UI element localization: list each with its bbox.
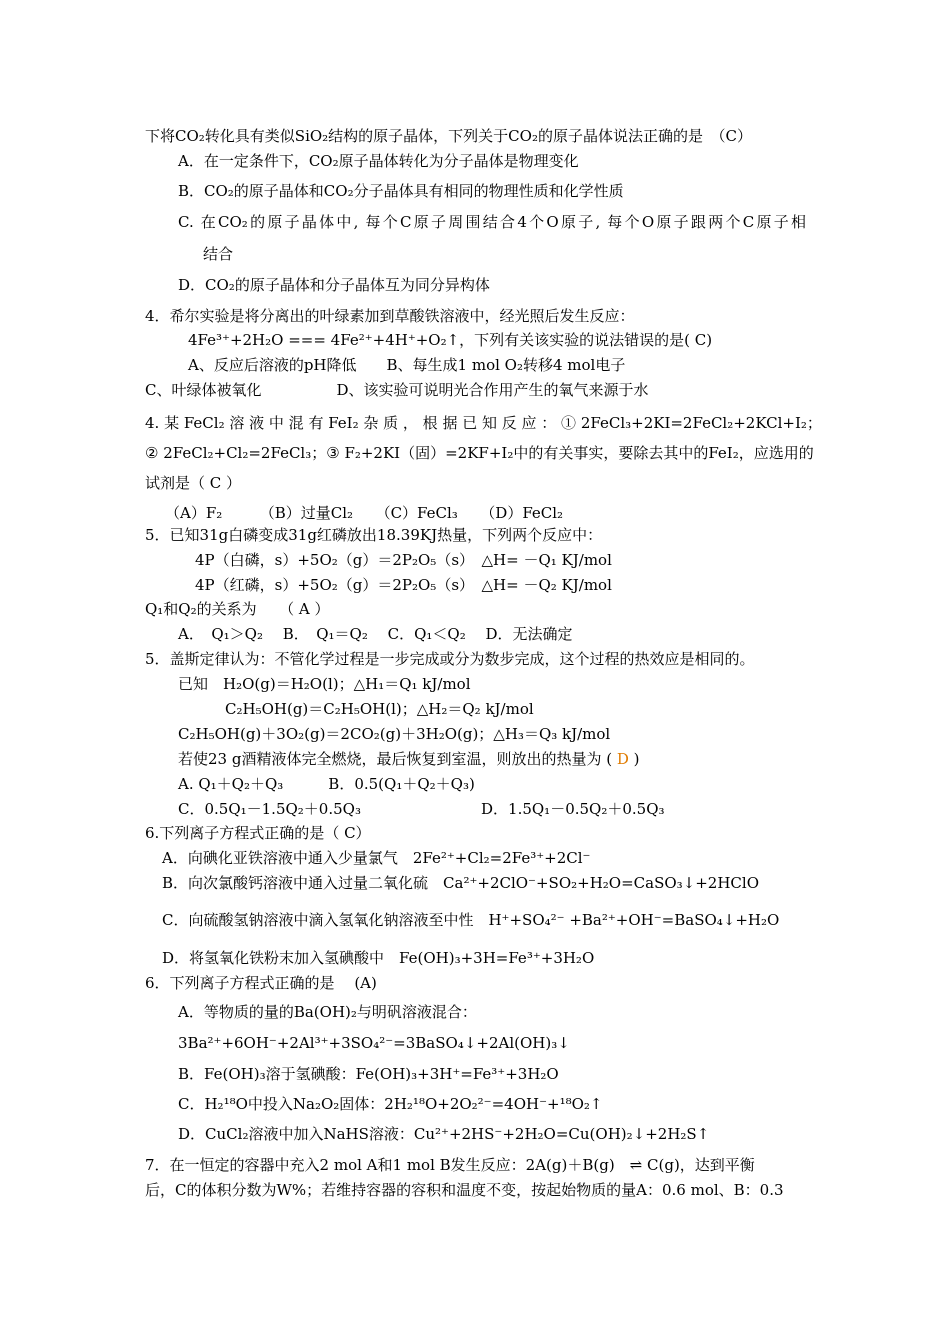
question-stem: 5．盖斯定律认为：不管化学过程是一步完成或分为数步完成，这个过程的热效应是相同的。 [145, 650, 755, 668]
equation-line: 4Fe³⁺+2H₂O === 4Fe²⁺+4H⁺+O₂↑，下列有关该实验的说法错误的是( C) [188, 331, 713, 349]
option-c: C．H₂¹⁸O中投入Na₂O₂固体：2H₂¹⁸O+2O₂²⁻=4OH⁻+¹⁸O₂↑ [178, 1095, 603, 1113]
option-d: D．1.5Q₁－0.5Q₂＋0.5Q₃ [481, 800, 665, 818]
question-stem-continued: 后，C的体积分数为W%；若维持容器的容积和温度不变，按起始物质的量A：0.6 mol、B：0.3 [145, 1181, 784, 1199]
option-b: B．向次氯酸钙溶液中通入过量二氧化硫 Ca²⁺+2ClO⁻+SO₂+H₂O=CaSO₃↓+2HClO [162, 874, 759, 892]
question-stem: 4．希尔实验是将分离出的叶绿素加到草酸铁溶液中，经光照后发生反应： [145, 307, 635, 325]
question-stem-continued: 试剂是（ C ） [145, 474, 242, 492]
equation-line: 已知 H₂O(g)＝H₂O(l)；△H₁＝Q₁ kJ/mol [178, 675, 471, 693]
question-stem-continued: ② 2FeCl₂+Cl₂=2FeCl₃；③ F₂+2KI（固）=2KF+I₂中的有关事实，要除去其中的FeI₂，应选用的 [145, 444, 814, 462]
option-c: C. 在CO₂的原子晶体中, 每个C原子周围结合4个O原子, 每个O原子跟两个C原子相 [178, 213, 806, 231]
question-stem: 6．下列离子方程式正确的是 (A) [145, 974, 377, 992]
equation-line: C₂H₅OH(g)＝C₂H₅OH(l)；△H₂＝Q₂ kJ/mol [225, 700, 534, 718]
question-stem: 5．已知31g白磷变成31g红磷放出18.39KJ热量，下列两个反应中： [145, 526, 603, 544]
question-stem: 下将CO₂转化具有类似SiO₂结构的原子晶体，下列关于CO₂的原子晶体说法正确的是 （C） [145, 127, 752, 145]
question-stem-continued: Q₁和Q₂的关系为 （ A ） [145, 600, 330, 618]
option-d: D．将氢氧化铁粉末加入氢碘酸中 Fe(OH)₃+3H=Fe³⁺+3H₂O [162, 949, 595, 967]
question-text: 若使23 g酒精液体完全燃烧，最后恢复到室温，则放出的热量为 ( [178, 750, 617, 768]
option-line: （A）F₂ （B）过量Cl₂ （C）FeCl₃ （D）FeCl₂ [165, 504, 564, 522]
question-text: ) [628, 750, 640, 768]
option-d: D．CO₂的原子晶体和分子晶体互为同分异构体 [178, 276, 490, 294]
equation-line: 4P（白磷，s）+5O₂（g）＝2P₂O₅（s） △H= －Q₁ KJ/mol [195, 551, 612, 569]
question-stem-continued [178, 749, 640, 769]
option-a: A．在一定条件下，CO₂原子晶体转化为分子晶体是物理变化 [178, 152, 579, 170]
option-a: A．向碘化亚铁溶液中通入少量氯气 2Fe²⁺+Cl₂=2Fe³⁺+2Cl⁻ [162, 849, 591, 867]
option-b: B．CO₂的原子晶体和CO₂分子晶体具有相同的物理性质和化学性质 [178, 182, 624, 200]
option-line: A． Q₁＞Q₂ B． Q₁＝Q₂ C．Q₁＜Q₂ D．无法确定 [178, 625, 573, 643]
option-c: C．0.5Q₁－1.5Q₂＋0.5Q₃ [178, 800, 361, 818]
option-line: C、叶绿体被氧化 D、该实验可说明光合作用产生的氧气来源于水 [145, 381, 649, 399]
equation-line: 4P（红磷，s）+5O₂（g）＝2P₂O₅（s） △H= －Q₂ KJ/mol [195, 576, 612, 594]
option-line: A、反应后溶液的pH降低 B、每生成1 mol O₂转移4 mol电子 [188, 356, 626, 374]
question-stem: 7．在一恒定的容器中充入2 mol A和1 mol B发生反应：2A(g)＋B(g) ⇌ C(g)，达到平衡 [145, 1156, 755, 1174]
option-line: A. Q₁＋Q₂＋Q₃ B．0.5(Q₁＋Q₂＋Q₃) [178, 775, 475, 793]
equation-line: 3Ba²⁺+6OH⁻+2Al³⁺+3SO₄²⁻=3BaSO₄↓+2Al(OH)₃↓ [178, 1034, 570, 1052]
option-d: D．CuCl₂溶液中加入NaHS溶液：Cu²⁺+2HS⁻+2H₂O=Cu(OH)₂↓+2H₂S↑ [178, 1125, 710, 1143]
option-a: A．等物质的量的Ba(OH)₂与明矾溶液混合： [178, 1003, 477, 1021]
option-c: C．向硫酸氢钠溶液中滴入氢氧化钠溶液至中性 H⁺+SO₄²⁻ +Ba²⁺+OH⁻=BaSO₄↓+H₂O [162, 911, 780, 929]
question-stem: 4. 某 FeCl₂ 溶 液 中 混 有 FeI₂ 杂 质 ， 根 据 已 知 反 应 ： ① 2FeCl₃+2KI=2FeCl₂+2KCl+I₂； [145, 414, 822, 432]
answer-mark: D [616, 750, 629, 768]
question-stem: 6.下列离子方程式正确的是（ C） [145, 824, 371, 842]
option-b: B．Fe(OH)₃溶于氢碘酸：Fe(OH)₃+3H⁺=Fe³⁺+3H₂O [178, 1065, 559, 1083]
option-c-continued: 结合 [203, 245, 234, 263]
equation-line: C₂H₅OH(g)＋3O₂(g)＝2CO₂(g)＋3H₂O(g)；△H₃＝Q₃ kJ/mol [178, 725, 611, 743]
